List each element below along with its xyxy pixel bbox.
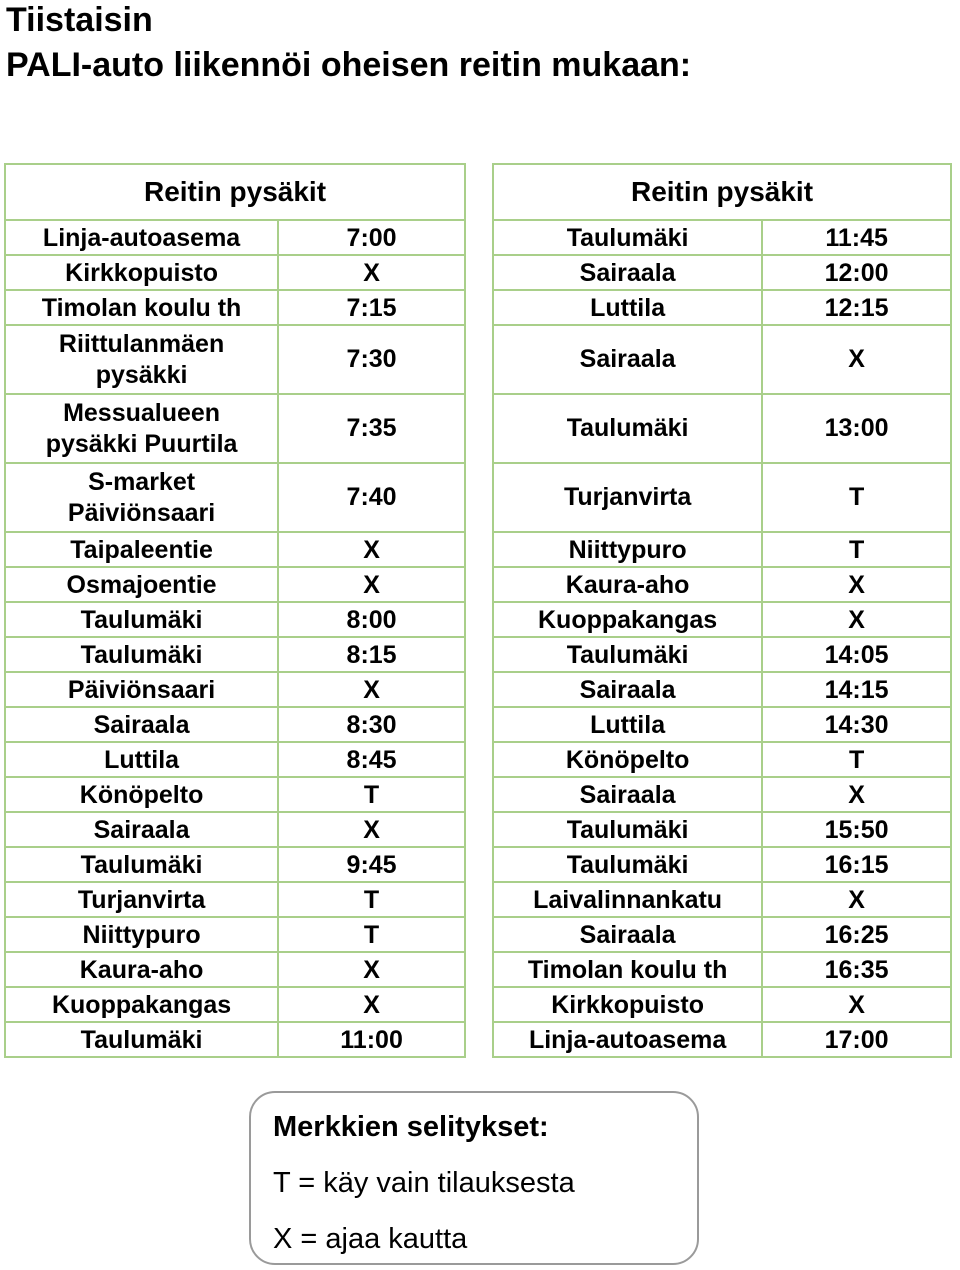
table-row	[5, 567, 465, 602]
stop-name-cell: Sairaala	[5, 812, 278, 847]
stop-name-cell: Kaura-aho	[5, 952, 278, 987]
stop-name-cell: Linja-autoasema	[5, 220, 278, 255]
stop-time-cell: 11:45	[762, 220, 951, 255]
title-line-2: PALI-auto liikennöi oheisen reitin mukaan:	[6, 46, 692, 84]
stop-time-cell: X	[762, 325, 951, 394]
table-row	[5, 672, 465, 707]
stop-name-cell: Kirkkopuisto	[5, 255, 278, 290]
legend-t-explanation: T = käy vain tilauksesta	[273, 1167, 575, 1199]
left-table-body	[5, 220, 465, 1057]
stop-name-cell: Luttila	[493, 707, 762, 742]
table-row	[493, 255, 951, 290]
page-title	[6, 0, 691, 90]
stop-name-cell: Taipaleentie	[5, 532, 278, 567]
stop-time-cell: X	[762, 567, 951, 602]
stop-time-cell: 7:40	[278, 463, 465, 532]
table-row	[493, 602, 951, 637]
stop-name-cell: Osmajoentie	[5, 567, 278, 602]
stop-time-cell: 14:15	[762, 672, 951, 707]
stop-name-cell: Luttila	[5, 742, 278, 777]
table-row	[5, 290, 465, 325]
stop-name-cell: Sairaala	[493, 255, 762, 290]
legend-x-explanation: X = ajaa kautta	[273, 1223, 468, 1255]
stop-name-cell: Laivalinnankatu	[493, 882, 762, 917]
left-schedule-table	[4, 163, 466, 1058]
legend-box	[249, 1091, 699, 1265]
stop-name-cell: Könöpelto	[5, 777, 278, 812]
stop-time-cell: X	[762, 987, 951, 1022]
stop-time-cell: X	[762, 882, 951, 917]
stop-name-cell: Luttila	[493, 290, 762, 325]
table-row	[493, 220, 951, 255]
stop-name-cell: Taulumäki	[493, 394, 762, 463]
stop-time-cell: 16:35	[762, 952, 951, 987]
stop-time-cell: 7:30	[278, 325, 465, 394]
stop-time-cell: 16:25	[762, 917, 951, 952]
stop-time-cell: 17:00	[762, 1022, 951, 1057]
stop-time-cell: T	[278, 777, 465, 812]
stop-name-cell: Turjanvirta	[493, 463, 762, 532]
stop-name-cell: Taulumäki	[5, 602, 278, 637]
stop-time-cell: 14:30	[762, 707, 951, 742]
table-row	[5, 463, 465, 532]
table-row	[493, 987, 951, 1022]
stop-name-cell: Timolan koulu th	[5, 290, 278, 325]
table-row	[5, 917, 465, 952]
stop-name-cell: Sairaala	[493, 917, 762, 952]
stop-time-cell: 9:45	[278, 847, 465, 882]
stop-time-cell: X	[762, 777, 951, 812]
stop-name-cell: Linja-autoasema	[493, 1022, 762, 1057]
stop-time-cell: 15:50	[762, 812, 951, 847]
table-row	[5, 882, 465, 917]
table-row	[493, 325, 951, 394]
stop-name-cell: Taulumäki	[493, 847, 762, 882]
stop-time-cell: 8:30	[278, 707, 465, 742]
table-row	[493, 952, 951, 987]
stop-name-cell: Riittulanmäen pysäkki	[5, 325, 278, 394]
table-row	[493, 707, 951, 742]
table-row	[493, 1022, 951, 1057]
table-row	[493, 777, 951, 812]
stop-time-cell: T	[278, 917, 465, 952]
table-row	[493, 290, 951, 325]
stop-time-cell: 7:15	[278, 290, 465, 325]
stop-name-cell: Taulumäki	[493, 637, 762, 672]
right-table-body	[493, 220, 951, 1057]
table-row	[493, 742, 951, 777]
table-row	[5, 952, 465, 987]
stop-name-cell: Taulumäki	[5, 847, 278, 882]
table-row	[5, 220, 465, 255]
table-row	[5, 394, 465, 463]
title-line-1: Tiistaisin	[6, 1, 153, 39]
stop-name-cell: Timolan koulu th	[493, 952, 762, 987]
stop-name-cell: Taulumäki	[5, 1022, 278, 1057]
table-row	[5, 1022, 465, 1057]
stop-time-cell: T	[762, 532, 951, 567]
table-row	[5, 637, 465, 672]
table-row	[493, 394, 951, 463]
stop-time-cell: 13:00	[762, 394, 951, 463]
stop-time-cell: X	[278, 812, 465, 847]
stop-name-cell: Niittypuro	[493, 532, 762, 567]
stop-name-cell: Kuoppakangas	[5, 987, 278, 1022]
table-row	[493, 672, 951, 707]
stop-time-cell: 12:15	[762, 290, 951, 325]
stop-name-cell: Kirkkopuisto	[493, 987, 762, 1022]
stop-name-cell: Sairaala	[493, 325, 762, 394]
stop-name-cell: Päiviönsaari	[5, 672, 278, 707]
table-row	[5, 777, 465, 812]
stop-time-cell: T	[278, 882, 465, 917]
table-row	[5, 532, 465, 567]
stop-name-cell: Taulumäki	[5, 637, 278, 672]
right-table-header: Reitin pysäkit	[493, 164, 951, 220]
stop-name-cell: Taulumäki	[493, 812, 762, 847]
table-header-row	[493, 164, 951, 220]
table-row	[493, 463, 951, 532]
stop-name-cell: Sairaala	[493, 672, 762, 707]
stop-name-cell: S-market Päiviönsaari	[5, 463, 278, 532]
stop-name-cell: Messualueen pysäkki Puurtila	[5, 394, 278, 463]
stop-time-cell: 11:00	[278, 1022, 465, 1057]
stop-time-cell: X	[278, 255, 465, 290]
stop-name-cell: Taulumäki	[493, 220, 762, 255]
stop-name-cell: Sairaala	[5, 707, 278, 742]
stop-time-cell: 14:05	[762, 637, 951, 672]
table-row	[5, 325, 465, 394]
legend-title: Merkkien selitykset:	[273, 1111, 549, 1143]
table-row	[5, 847, 465, 882]
table-row	[493, 917, 951, 952]
stop-time-cell: T	[762, 742, 951, 777]
right-schedule-table	[492, 163, 952, 1058]
table-row	[5, 987, 465, 1022]
stop-time-cell: 7:00	[278, 220, 465, 255]
table-header-row	[5, 164, 465, 220]
stop-name-cell: Turjanvirta	[5, 882, 278, 917]
table-row	[5, 602, 465, 637]
stop-time-cell: X	[278, 987, 465, 1022]
stop-time-cell: T	[762, 463, 951, 532]
table-row	[493, 847, 951, 882]
table-row	[493, 637, 951, 672]
stop-time-cell: X	[762, 602, 951, 637]
table-row	[493, 567, 951, 602]
stop-time-cell: 16:15	[762, 847, 951, 882]
table-row	[5, 707, 465, 742]
stop-name-cell: Kaura-aho	[493, 567, 762, 602]
stop-time-cell: 7:35	[278, 394, 465, 463]
table-row	[5, 255, 465, 290]
table-row	[493, 812, 951, 847]
stop-time-cell: 8:00	[278, 602, 465, 637]
stop-name-cell: Niittypuro	[5, 917, 278, 952]
left-table-header: Reitin pysäkit	[5, 164, 465, 220]
stop-time-cell: X	[278, 532, 465, 567]
table-row	[5, 742, 465, 777]
stop-time-cell: X	[278, 567, 465, 602]
stop-name-cell: Könöpelto	[493, 742, 762, 777]
stop-name-cell: Sairaala	[493, 777, 762, 812]
stop-name-cell: Kuoppakangas	[493, 602, 762, 637]
stop-time-cell: X	[278, 672, 465, 707]
stop-time-cell: X	[278, 952, 465, 987]
stop-time-cell: 12:00	[762, 255, 951, 290]
table-row	[5, 812, 465, 847]
table-row	[493, 882, 951, 917]
stop-time-cell: 8:15	[278, 637, 465, 672]
table-row	[493, 532, 951, 567]
stop-time-cell: 8:45	[278, 742, 465, 777]
